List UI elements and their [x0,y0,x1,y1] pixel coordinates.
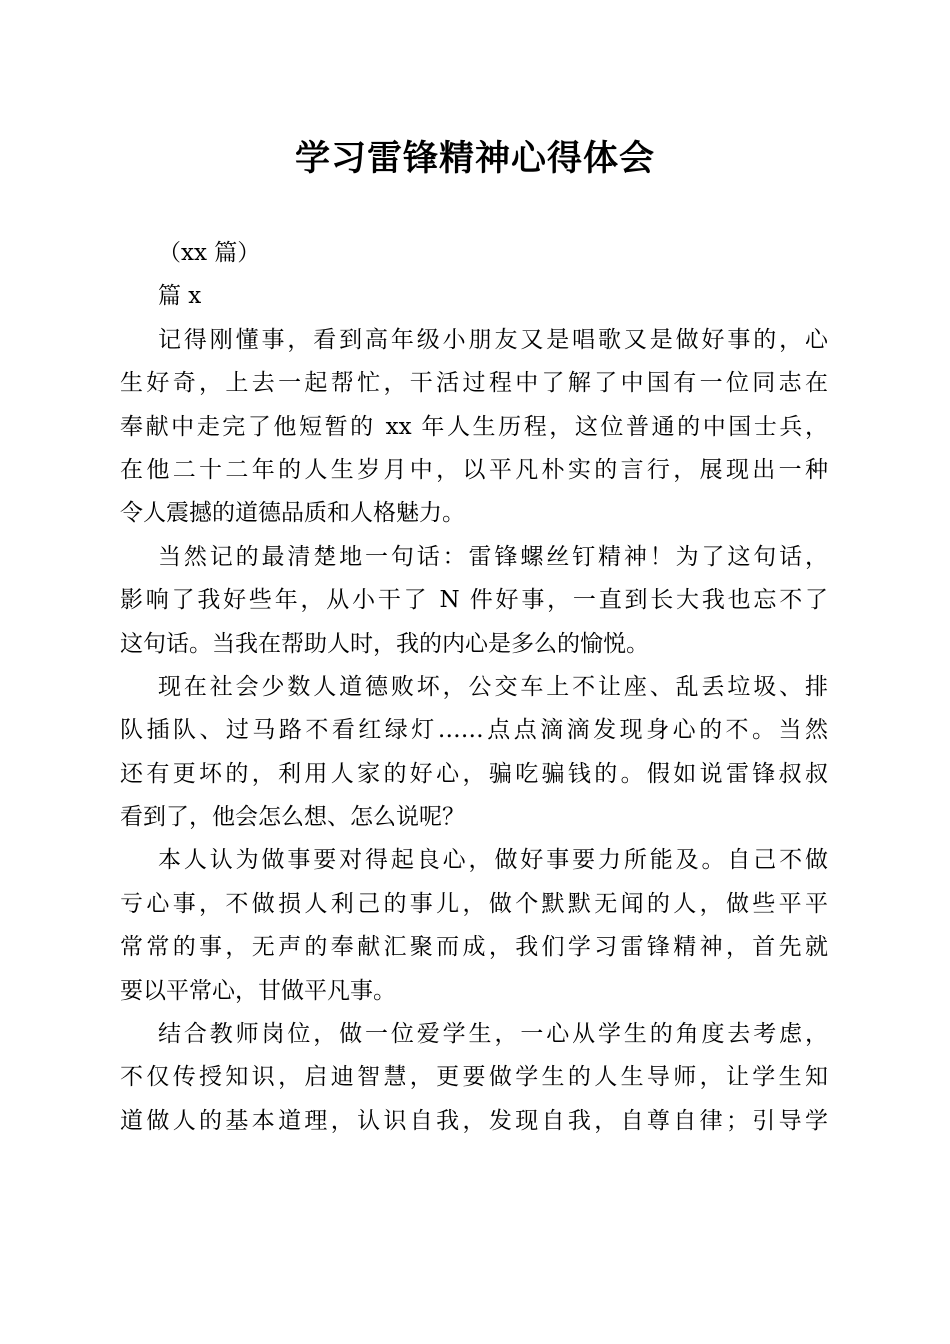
paragraph-line: 要以平常心，甘做平凡事。 [120,977,396,1004]
paragraph-line: 常常的事，无声的奉献汇聚而成，我们学习雷锋精神，首先就 [120,934,828,961]
paragraph-line: 令人震撼的道德品质和人格魅力。 [120,500,465,527]
document-body [120,232,828,1143]
paragraph-line: 记得刚懂事，看到高年级小朋友又是唱歌又是做好事的，心 [158,326,828,353]
paragraph-5 [120,1013,828,1143]
paragraph-line: 还有更坏的，利用人家的好心，骗吃骗钱的。假如说雷锋叔叔 [120,760,828,787]
paragraph-line: 在他二十二年的人生岁月中，以平凡朴实的言行，展现出一种 [120,456,828,483]
paragraph-1 [120,319,828,536]
paragraph-3 [120,666,828,840]
paragraph-line: 结合教师岗位，做一位爱学生，一心从学生的角度去考虑， [158,1021,828,1048]
count-note: （xx 篇） [158,240,261,266]
section-heading: 篇 x [158,283,202,310]
page-title: 学习雷锋精神心得体会 [294,138,655,179]
paragraph-line: 亏心事，不做损人利己的事儿，做个默默无闻的人，做些平平 [120,890,828,917]
paragraph-line: 影响了我好些年，从小干了 N 件好事，一直到长大我也忘不了 [120,587,828,614]
paragraph-line: 生好奇，上去一起帮忙，干活过程中了解了中国有一位同志在 [120,370,828,397]
paragraph-line: 这句话。当我在帮助人时，我的内心是多么的愉悦。 [120,630,649,657]
paragraph-line: 不仅传授知识，启迪智慧，更要做学生的人生导师，让学生知 [120,1064,828,1091]
paragraph-4 [120,839,828,1013]
paragraph-line: 现在社会少数人道德败坏，公交车上不让座、乱丢垃圾、排 [158,673,828,700]
paragraph-2 [120,536,828,666]
paragraph-line: 看到了，他会怎么想、怎么说呢？ [120,804,465,831]
paragraph-line: 本人认为做事要对得起良心，做好事要力所能及。自己不做 [158,847,828,874]
paragraph-line: 队插队、过马路不看红绿灯……点点滴滴发现身心的不。当然 [120,717,828,744]
paragraph-line: 道做人的基本道理，认识自我，发现自我，自尊自律；引导学 [120,1107,828,1134]
paragraph-line: 当然记的最清楚地一句话：雷锋螺丝钉精神！为了这句话， [158,543,828,570]
paragraph-line: 奉献中走完了他短暂的 xx 年人生历程，这位普通的中国士兵， [120,413,828,440]
